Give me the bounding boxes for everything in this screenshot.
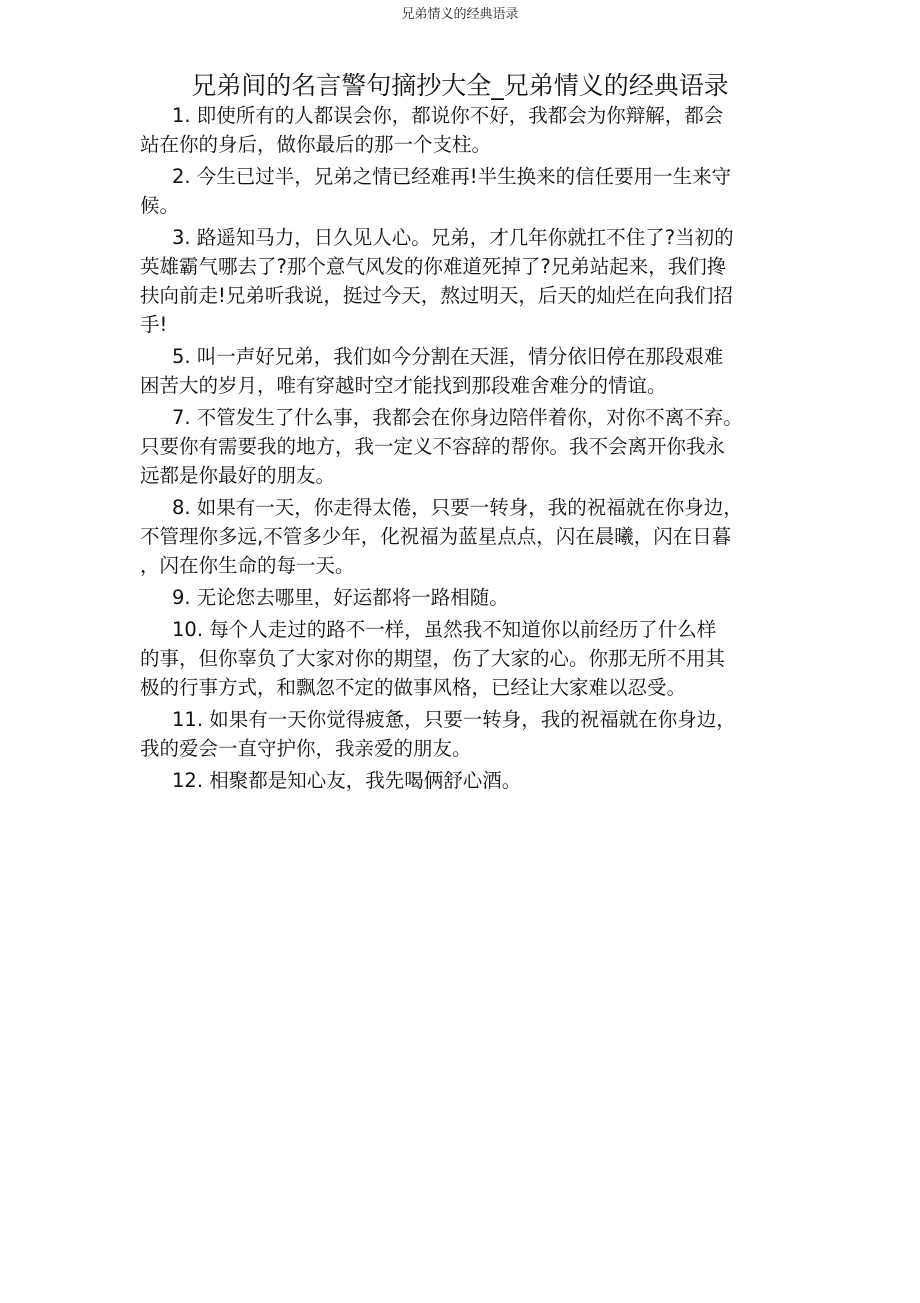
paragraph-line: 英雄霸气哪去了?那个意气风发的你难道死掉了?兄弟站起来，我们搀 (140, 255, 727, 278)
paragraph-line: 困苦大的岁月，唯有穿越时空才能找到那段难舍难分的情谊。 (140, 374, 667, 397)
paragraph-line: 不管理你多远,不管多少年，化祝福为蓝星点点，闪在晨曦，闪在日暮 (140, 525, 732, 548)
paragraph-line: 远都是你最好的朋友。 (140, 464, 336, 487)
document-body (140, 101, 780, 795)
paragraph-line: 2. 今生已过半，兄弟之情已经难再!半生换来的信任要用一生来守 (172, 165, 732, 188)
quote-paragraph (140, 583, 780, 612)
paragraph-line: 1. 即使所有的人都误会你，都说你不好，我都会为你辩解，都会 (172, 104, 724, 127)
paragraph-line: 9. 无论您去哪里，好运都将一路相随。 (172, 586, 509, 609)
paragraph-line: 扶向前走!兄弟听我说，挺过今天，熬过明天，后天的灿烂在向我们招 (140, 284, 733, 307)
paragraph-line: 候。 (140, 194, 180, 217)
quote-paragraph (140, 615, 780, 702)
paragraph-line: ，闪在你生命的每一天。 (140, 554, 355, 577)
quote-paragraph (140, 705, 780, 763)
quote-paragraph (140, 162, 780, 220)
paragraph-line: 5. 叫一声好兄弟，我们如今分割在天涯，情分依旧停在那段艰难 (172, 345, 724, 368)
quote-paragraph (140, 493, 780, 580)
paragraph-line: 站在你的身后，做你最后的那一个支柱。 (140, 133, 492, 156)
quote-paragraph (140, 223, 780, 339)
quote-paragraph (140, 101, 780, 159)
paragraph-line: 7. 不管发生了什么事，我都会在你身边陪伴着你，对你不离不弃。 (172, 406, 743, 429)
paragraph-line: 12. 相聚都是知心友，我先喝俩舒心酒。 (172, 769, 522, 792)
quote-paragraph (140, 342, 780, 400)
paragraph-line: 10. 每个人走过的路不一样，虽然我不知道你以前经历了什么样 (172, 618, 717, 641)
paragraph-line: 11. 如果有一天你觉得疲惫，只要一转身，我的祝福就在你身边， (172, 708, 736, 731)
paragraph-line: 手! (140, 313, 168, 336)
quote-paragraph (140, 403, 780, 490)
paragraph-line: 3. 路遥知马力，日久见人心。兄弟，才几年你就扛不住了?当初的 (172, 226, 734, 249)
document-title: 兄弟间的名言警句摘抄大全_兄弟情义的经典语录 (191, 71, 729, 100)
paragraph-line: 8. 如果有一天，你走得太倦，只要一转身，我的祝福就在你身边， (172, 496, 743, 519)
paragraph-line: 极的行事方式，和飘忽不定的做事风格，已经让大家难以忍受。 (140, 676, 687, 699)
paragraph-line: 的事，但你辜负了大家对你的期望，伤了大家的心。你那无所不用其 (140, 647, 726, 670)
page-header: 兄弟情义的经典语录 (401, 7, 519, 22)
quote-paragraph (140, 766, 780, 795)
paragraph-line: 我的爱会一直守护你，我亲爱的朋友。 (140, 737, 472, 760)
paragraph-line: 只要你有需要我的地方，我一定义不容辞的帮你。我不会离开你我永 (140, 435, 726, 458)
